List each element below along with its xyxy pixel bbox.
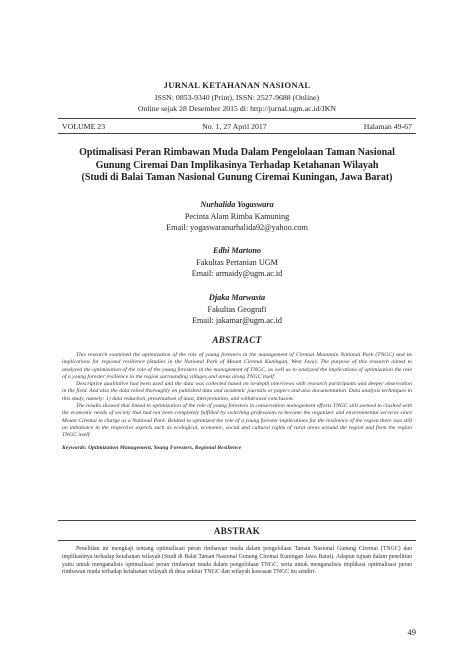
top-rule [58, 118, 416, 119]
abstract-keywords: Keywords: Optimization Management, Young Foresters, Regional Resilience [62, 444, 242, 451]
page-number: 49 [407, 627, 416, 637]
author-email: Email: armaidy@ugm.ac.id [191, 269, 283, 278]
issue-volume: VOLUME 23 [62, 122, 106, 131]
author-affiliation: Pecinta Alam Rimba Kamuning [184, 211, 290, 221]
title-line-2: Gunung Ciremai Dan Implikasinya Terhadap Ketahanan Wilayah [95, 159, 379, 171]
abstrak-heading: ABSTRAK [213, 526, 261, 536]
issue-number: No. 1, 27 April 2017 [202, 122, 267, 131]
abstrak-paragraph-1: Penelitian ini mengkaji tentang optimalisasi peran rimbawan muda dalam pengelolaan Taman Nasional Gunung Ciremai (TNGC) dan implikasinya terhadap ketahanan wilayah (Studi di Balai Taman Nasional Gunung Ciremai Kuningan Jawa Barat). Adapun tujuan dalam penelitian yaitu untuk menganalisis optimalisasi peran rimbawan muda dalam pengelolaan TNGC, serta untuk menganalisis implikasi optimalisasi peran rimbawan muda terhadap ketahanan wilayah di desa sekitar TNGC dan wilayah kawasan TNGC itu sendiri. [62, 546, 412, 576]
abstract-paragraph-1: This research examined the optimization of the role of young foresters in the management of Ciremai Mountain National Park (TNGC) and its implications for regional resilience (Studies in the National Park of Mount Ciremai Kuningan, West Java). The purpose of this research aimed to analyzed the optimization of the role of the young foresters in the management of TNGC, as well as to analyzed the implications of optimization the role of a young forester resilience in the region surrounding villages and areas along TNGC itself. [62, 352, 412, 380]
abstract-heading: ABSTRACT [212, 335, 262, 345]
journal-header [60, 80, 414, 114]
title-line-1: Optimalisasi Peran Rimbawan Muda Dalam Pengelolaan Taman Nasional [79, 147, 395, 158]
author-block-3 [100, 292, 374, 327]
article-title [62, 147, 412, 185]
author-name: Edhi Martono [212, 246, 261, 255]
abstrak-rule-top [58, 520, 416, 521]
journal-online: Online sejak 28 Desember 2015 di: http://jurnal.ugm.ac.id/JKN [137, 104, 337, 113]
abstract-body [62, 352, 412, 452]
author-affiliation: Fakultas Pertanian UGM [196, 257, 278, 267]
abstrak-rule-bottom [58, 540, 416, 541]
issue-info-row [62, 122, 412, 131]
abstrak-body [62, 546, 412, 577]
author-affiliation: Fakultas Geografi [207, 304, 267, 314]
abstract-paragraph-2: Descriptive qualitative had been used and the data was collected based on in-depth interviews with research participants and deeper observation in the field. And also the data relied thoroughly on published data and academic journals or papers and also documentation. Data analysis techniques in this study, namely: 1) data reduction, presentation of data, interpretation, and withdrawal conclusion. [62, 381, 412, 402]
journal-issn: ISSN: 0853-9340 (Print), ISSN: 2527-9688 (Online) [154, 93, 320, 102]
title-line-3: (Studi di Balai Taman Nasional Gunung Ciremai Kuningan, Jawa Barat) [81, 172, 393, 184]
author-email: Email: jakamar@ugm.ac.id [191, 316, 283, 325]
author-block-1 [100, 199, 374, 234]
bottom-rule [58, 133, 416, 134]
author-name: Nurhalida Yogaswara [200, 200, 274, 209]
issue-pages: Halaman 49-67 [363, 122, 412, 131]
author-email: Email: yogaswaranurhalida92@yahoo.com [166, 223, 308, 232]
author-name: Djaka Marwasta [208, 293, 266, 302]
abstract-paragraph-3: The results showed that linked to optimization of the role of young foresters in conservation management efforts TNGC still seemed to clashed with the economic needs of society that had not been completely fulfilled by switching professions to became the organizer and environmental services since Mount Ciremai in charge as a National Park. Related to optimized the role of a young forester implications for the resilience of the region there was still an imbalance in the respective aspects such as ecological, economic, social and cultural rights of rural areas around the region and from the region TNGC itself. [62, 403, 412, 439]
author-block-2 [100, 245, 374, 280]
journal-name: JURNAL KETAHANAN NASIONAL [163, 80, 311, 90]
